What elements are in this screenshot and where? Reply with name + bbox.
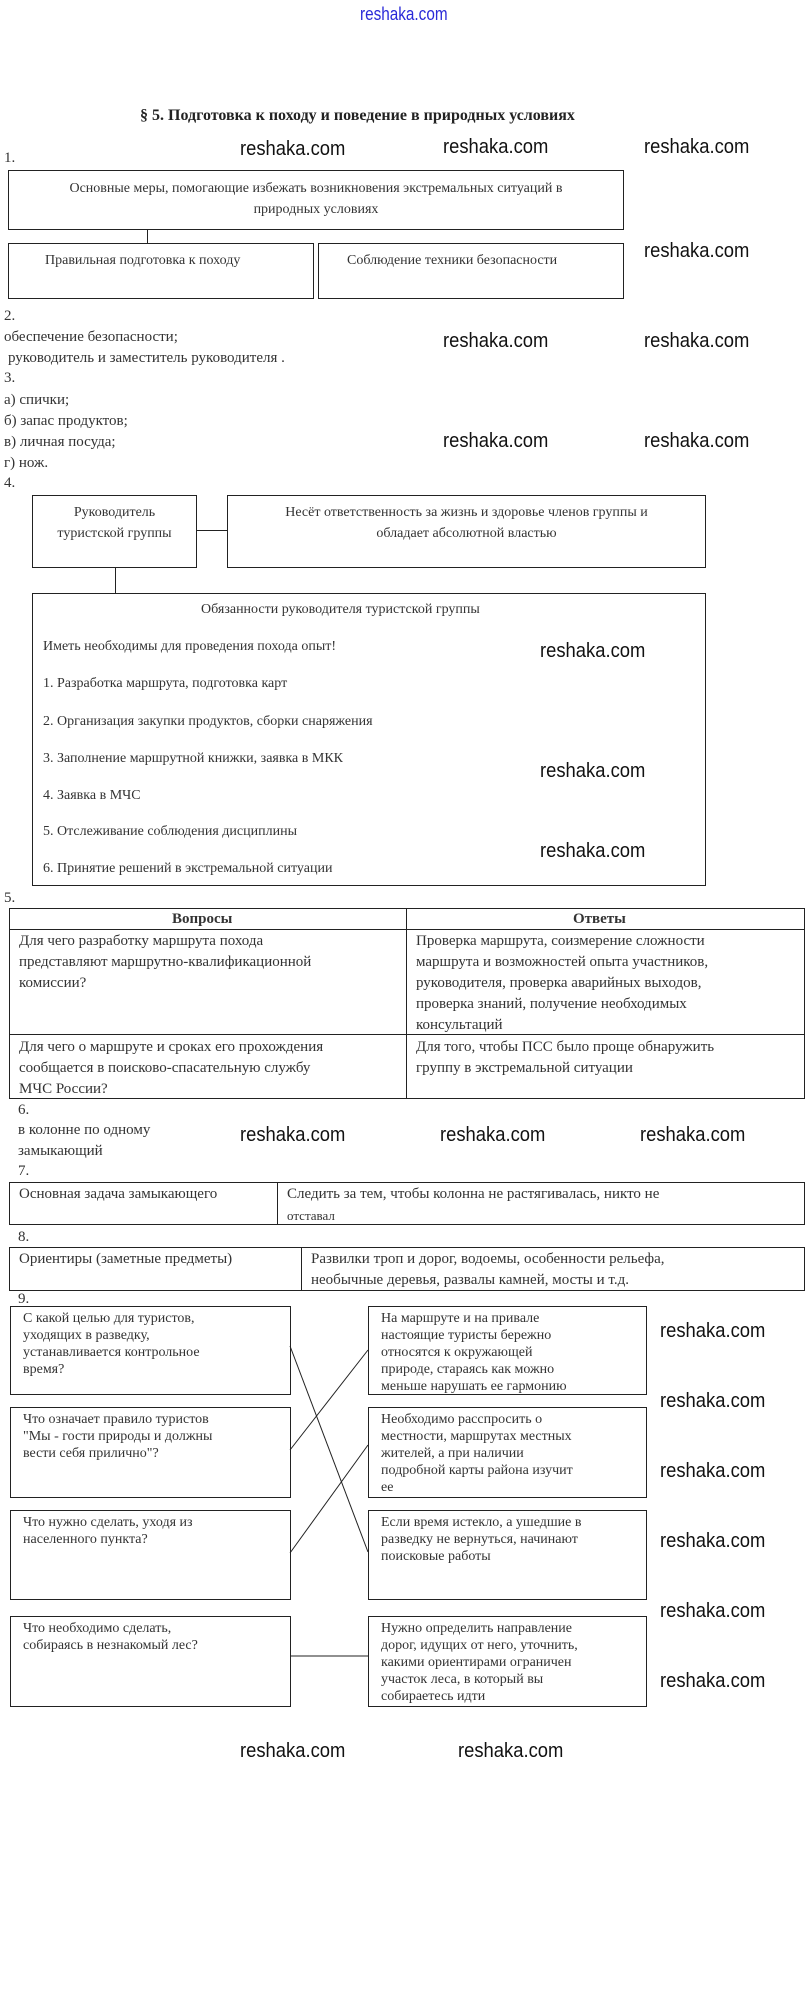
section-number: 3. — [4, 370, 16, 386]
table-cell-question: Для чего разработку маршрута похода представляют маршрутно-квалификационной комиссии? — [19, 933, 312, 991]
section-number: 1. — [4, 150, 16, 166]
answer-line: обеспечение безопасности; — [4, 329, 178, 345]
watermark-text: reshaka.com — [240, 1124, 346, 1146]
answer-box: Необходимо расспросить о местности, маршрутах местных жителей, а при наличии подробной карты района изучит ее — [368, 1407, 647, 1498]
duty-item: 2. Организация закупки продуктов, сборки снаряжения — [43, 714, 373, 729]
section-number: 6. — [18, 1102, 30, 1118]
connector-line — [196, 530, 228, 531]
question-box: Что нужно сделать, уходя из населенного пункта? — [10, 1510, 291, 1600]
connector-line — [115, 567, 116, 594]
section-number: 8. — [18, 1229, 30, 1245]
duties-title: Обязанности руководителя туристской группы — [201, 602, 480, 617]
watermark-text: reshaka.com — [440, 1124, 546, 1146]
watermark-text: reshaka.com — [443, 136, 549, 158]
connector-line — [147, 229, 148, 243]
watermark-text: reshaka.com — [540, 760, 646, 782]
section-number: 5. — [4, 890, 16, 906]
answer-box: Если время истекло, а ушедшие в разведку не вернуться, начинают поисковые работы — [368, 1510, 647, 1600]
answer-line: замыкающий — [18, 1143, 103, 1159]
safety-box — [318, 243, 624, 299]
answer-line: руководитель и заместитель руководителя . — [8, 350, 285, 366]
watermark-text: reshaka.com — [644, 136, 750, 158]
page-title: § 5. Подготовка к походу и поведение в природных условиях — [140, 107, 575, 124]
watermark-text: reshaka.com — [240, 138, 346, 160]
duty-item: 3. Заполнение маршрутной книжки, заявка в МКК — [43, 751, 344, 766]
leader-text: Руководитель — [73, 505, 156, 520]
table-header: Ответы — [573, 911, 626, 927]
section-number: 9. — [18, 1291, 30, 1307]
list-item: в) личная посуда; — [4, 434, 116, 450]
list-item: г) нож. — [4, 455, 49, 471]
leader-box — [32, 495, 197, 568]
watermark-text: reshaka.com — [540, 840, 646, 862]
duty-item: Иметь необходимы для проведения похода опыт! — [43, 639, 337, 654]
table-cell: Ориентиры (заметные предметы) — [19, 1251, 233, 1267]
question-box: Что означает правило туристов "Мы - гости природы и должны вести себя прилично"? — [10, 1407, 291, 1498]
table-cell: Следить за тем, чтобы колонна не растягивалась, никто не отставал — [287, 1186, 660, 1223]
match-line — [290, 1350, 368, 1450]
watermark-text: reshaka.com — [660, 1390, 766, 1412]
list-item: а) спички; — [4, 392, 70, 408]
table-cell: Развилки троп и дорог, водоемы, особенности рельефа, необычные деревья, развалы камней, мосты и т.д. — [311, 1251, 665, 1288]
safety-text: Соблюдение техники безопасности — [347, 253, 558, 268]
section-number: 4. — [4, 475, 16, 491]
watermark-text: reshaka.com — [660, 1530, 766, 1552]
leader-text: туристской группы — [57, 526, 172, 541]
section-number: 7. — [18, 1163, 30, 1179]
responsibility-text: Несёт ответственность за жизнь и здоровье членов группы и — [285, 505, 648, 520]
question-box: С какой целью для туристов, уходящих в разведку, устанавливается контрольное время? — [10, 1306, 291, 1395]
preparation-box — [8, 243, 314, 299]
table-cell-question: Для чего о маршруте и сроках его прохождения сообщается в поисково-спасательную службу МЧС России? — [19, 1039, 324, 1097]
answer-box: Нужно определить направление дорог, идущих от него, уточнить, какими ориентирами ограничен участок леса, в который вы собираетесь идти — [368, 1616, 647, 1707]
watermark-text: reshaka.com — [644, 330, 750, 352]
watermark-text: reshaka.com — [644, 430, 750, 452]
table-cell-answer: Для того, чтобы ПСС было проще обнаружить группу в экстремальной ситуации — [416, 1039, 715, 1076]
main-measures-box — [8, 170, 624, 230]
section-number: 2. — [4, 308, 16, 324]
main-measures-text: Основные меры, помогающие избежать возникновения экстремальных ситуаций в природных условиях — [69, 181, 563, 217]
watermark-text: reshaka.com — [660, 1600, 766, 1622]
duty-item: 5. Отслеживание соблюдения дисциплины — [43, 824, 297, 839]
watermark-text: reshaka.com — [660, 1460, 766, 1482]
watermark-text: reshaka.com — [644, 240, 750, 262]
watermark-text: reshaka.com — [660, 1320, 766, 1342]
match-line — [290, 1445, 368, 1553]
watermark-text: reshaka.com — [640, 1124, 746, 1146]
site-logo-watermark: reshaka.com — [360, 4, 448, 24]
duty-item: 6. Принятие решений в экстремальной ситуации — [43, 861, 333, 876]
duty-item: 1. Разработка маршрута, подготовка карт — [43, 676, 288, 691]
match-line — [290, 1346, 368, 1552]
table-header: Вопросы — [172, 911, 233, 927]
table-cell-answer: Проверка маршрута, соизмерение сложности маршрута и возможностей опыта участников, руководителя, проверка аварийных выходов, проверка знаний, получение необходимых консультаций — [416, 933, 709, 1033]
answer-line: в колонне по одному — [18, 1122, 151, 1138]
watermark-text: reshaka.com — [458, 1740, 564, 1762]
watermark-text: reshaka.com — [240, 1740, 346, 1762]
responsibility-box — [227, 495, 706, 568]
preparation-text: Правильная подготовка к походу — [45, 253, 241, 268]
list-item: б) запас продуктов; — [4, 413, 128, 429]
watermark-text: reshaka.com — [443, 330, 549, 352]
answer-box: На маршруте и на привале настоящие туристы бережно относятся к окружающей природе, стараясь как можно меньше нарушать ее гармонию — [368, 1306, 647, 1395]
duty-item: 4. Заявка в МЧС — [43, 788, 141, 803]
watermark-text: reshaka.com — [660, 1670, 766, 1692]
table-cell: Основная задача замыкающего — [19, 1186, 218, 1202]
watermark-text: reshaka.com — [443, 430, 549, 452]
responsibility-text: обладает абсолютной властью — [376, 526, 557, 541]
question-box: Что необходимо сделать, собираясь в незнакомый лес? — [10, 1616, 291, 1707]
watermark-text: reshaka.com — [540, 640, 646, 662]
